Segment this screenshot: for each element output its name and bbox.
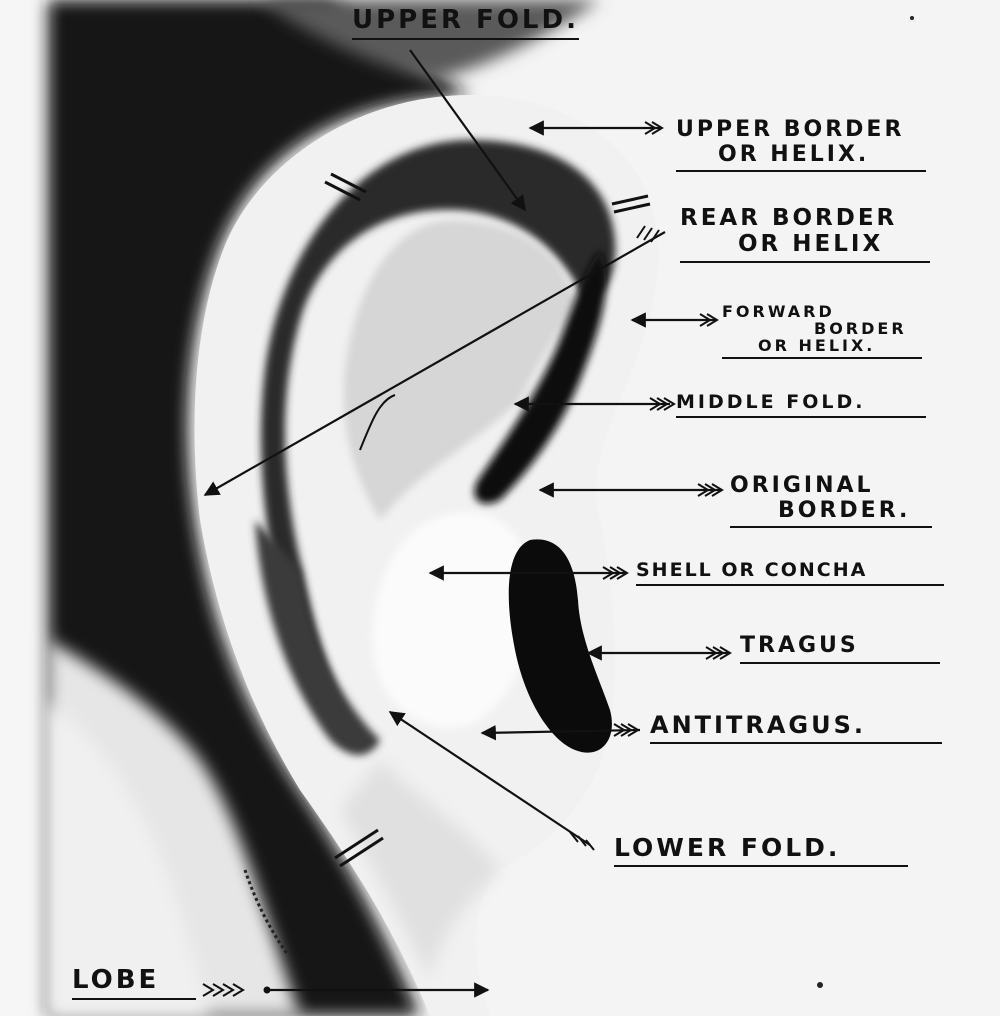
label-upper-fold: UPPER FOLD. <box>352 6 579 40</box>
label-forward-border: FORWARD BORDER OR HELIX. <box>722 304 922 359</box>
label-antitragus: ANTITRAGUS. <box>650 712 942 744</box>
label-tragus: TRAGUS <box>740 634 940 664</box>
label-original-border: ORIGINAL BORDER. <box>730 474 932 528</box>
label-middle-fold: MIDDLE FOLD. <box>676 392 926 418</box>
label-rear-border: REAR BORDER OR HELIX <box>680 206 930 263</box>
label-lower-fold: LOWER FOLD. <box>614 834 908 867</box>
label-lobe: LOBE <box>72 966 196 1000</box>
label-upper-border: UPPER BORDER OR HELIX. <box>676 118 926 172</box>
label-shell-concha: SHELL OR CONCHA <box>636 560 944 586</box>
